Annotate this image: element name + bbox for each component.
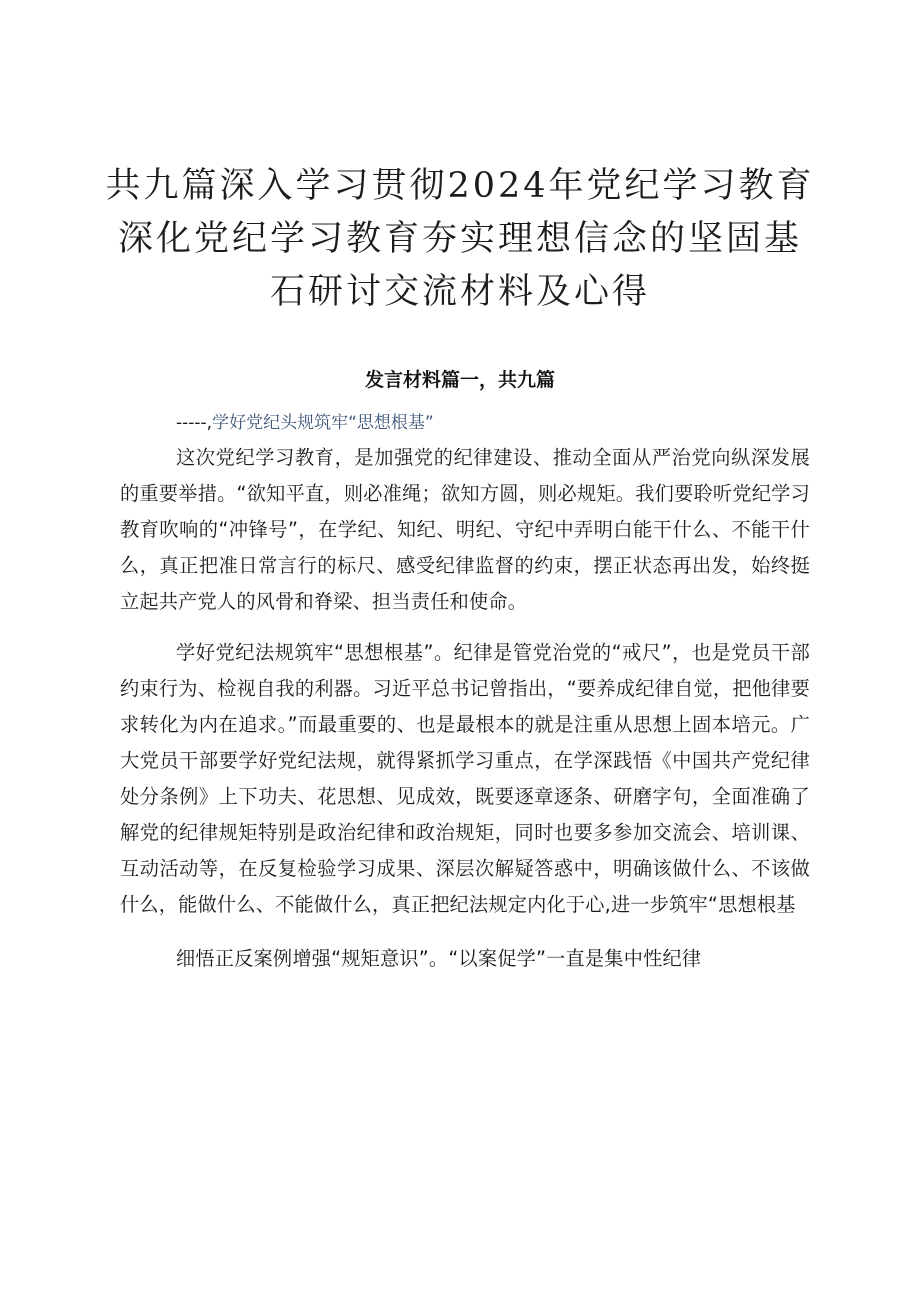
subtitle-text: 学好党纪头规筑牢“思想根基” — [212, 413, 434, 433]
paragraph: 学好党纪法规筑牢“思想根基”。纪律是管党治党的“戒尺”，也是党员干部约束行为、检视自我的利器。习近平总书记曾指出，“要养成纪律自觉，把他律要求转化为内在追求。”而最重要的、也是最根本的就是注重从思想上固本培元。广大党员干部要学好党纪法规，就得紧抓学习重点，在学深践悟《中国共产党纪律处分条例》上下功夫、花思想、见成效，既要逐章逐条、研磨字句，全面准确了解党的纪律规矩特别是政治纪律和政治规矩，同时也要多参加交流会、培训课、互动活动等，在反复检验学习成果、深层次解疑答惑中，明确该做什么、不该做什么，能做什么、不能做什么，真正把纪法规定内化于心,进一步筑牢“思想根基 — [120, 641, 810, 916]
section-heading: 发言材料篇一，共九篇 — [364, 369, 555, 391]
subtitle-prefix: -----, — [176, 413, 213, 433]
paragraph: 细悟正反案例增强“规矩意识”。“以案促学”一直是集中性纪律 — [176, 947, 702, 970]
document-body — [120, 430, 810, 977]
document-title: 共九篇深入学习贯彻2024年党纪学习教育深化党纪学习教育夯实理想信念的坚固基石研讨交流材料及心得 — [105, 166, 815, 312]
paragraph: 这次党纪学习教育，是加强党的纪律建设、推动全面从严治党向纵深发展的重要举措。“欲知平直，则必准绳；欲知方圆，则必规矩。我们要聆听党纪学习教育吹响的“冲锋号”，在学纪、知纪、明纪、守纪中弄明白能干什么、不能干什么，真正把准日常言行的标尺、感受纪律监督的约束，摆正状态再出发，始终挺立起共产党人的风骨和脊梁、担当责任和使命。 — [120, 446, 810, 613]
